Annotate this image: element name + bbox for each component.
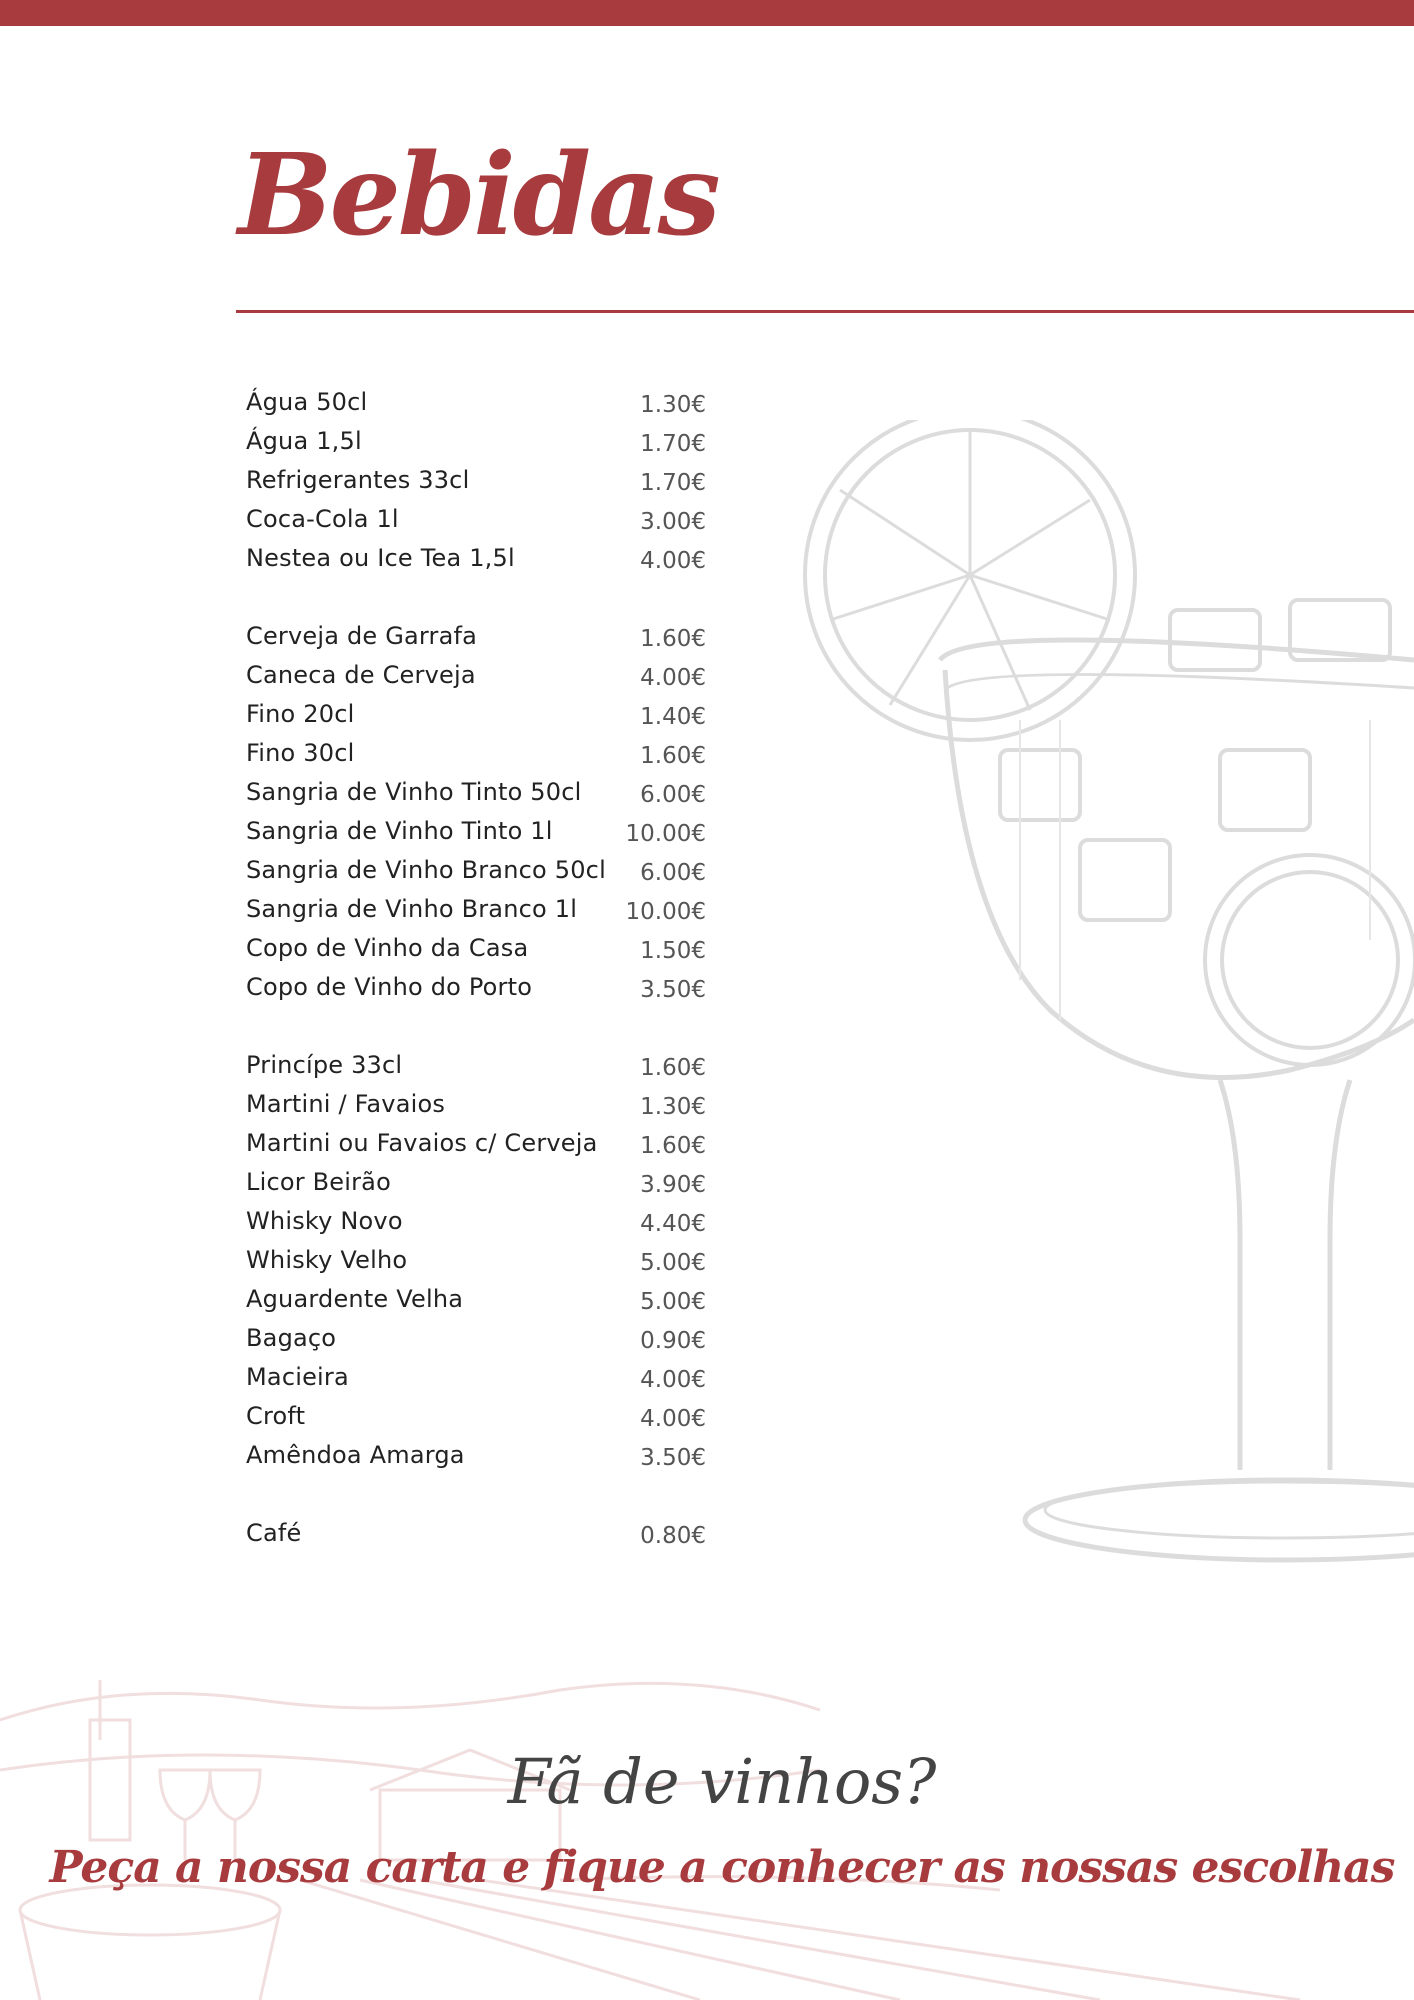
menu-item-row xyxy=(246,778,706,817)
menu-item-price: 1.70€ xyxy=(640,470,706,496)
menu-item-row xyxy=(246,934,706,973)
menu-item-row xyxy=(246,817,706,856)
menu-item-name: Whisky Velho xyxy=(246,1246,408,1274)
menu-item-name: Martini ou Favaios c/ Cerveja xyxy=(246,1129,598,1157)
menu-item-row xyxy=(246,661,706,700)
menu-item-price: 4.00€ xyxy=(640,1406,706,1432)
menu-item-price: 4.00€ xyxy=(640,548,706,574)
vineyard-illustration xyxy=(0,1680,1414,2000)
menu-item-row xyxy=(246,622,706,661)
menu-item-row xyxy=(246,466,706,505)
menu-item-row xyxy=(246,1402,706,1441)
menu-item-name: Macieira xyxy=(246,1363,349,1391)
footer-subtitle: Peça a nossa carta e fique a conhecer as nossas escolhas xyxy=(49,1842,1395,1893)
menu-item-name: Princípe 33cl xyxy=(246,1051,403,1079)
menu-item-price: 1.30€ xyxy=(640,392,706,418)
menu-item-row xyxy=(246,1246,706,1285)
drinks-menu xyxy=(246,388,706,1558)
menu-item-price: 6.00€ xyxy=(640,782,706,808)
menu-item-name: Fino 30cl xyxy=(246,739,355,767)
menu-item-price: 4.00€ xyxy=(640,665,706,691)
menu-item-price: 1.50€ xyxy=(640,938,706,964)
menu-item-price: 1.70€ xyxy=(640,431,706,457)
menu-item-row xyxy=(246,700,706,739)
menu-item-row xyxy=(246,1168,706,1207)
group-spacer xyxy=(246,583,706,622)
menu-item-price: 5.00€ xyxy=(640,1289,706,1315)
menu-item-name: Aguardente Velha xyxy=(246,1285,464,1313)
menu-item-price: 0.90€ xyxy=(640,1328,706,1354)
menu-item-name: Licor Beirão xyxy=(246,1168,391,1196)
menu-item-name: Bagaço xyxy=(246,1324,337,1352)
menu-item-name: Café xyxy=(246,1519,302,1547)
page-title: Bebidas xyxy=(238,130,718,261)
menu-item-price: 1.60€ xyxy=(640,743,706,769)
cocktail-glass-illustration xyxy=(770,420,1414,1605)
menu-item-name: Refrigerantes 33cl xyxy=(246,466,470,494)
group-spacer xyxy=(246,1012,706,1051)
menu-item-row xyxy=(246,1129,706,1168)
title-divider xyxy=(236,310,1414,313)
menu-item-name: Amêndoa Amarga xyxy=(246,1441,465,1469)
menu-item-row xyxy=(246,1519,706,1558)
menu-item-row xyxy=(246,505,706,544)
menu-item-name: Fino 20cl xyxy=(246,700,355,728)
menu-item-price: 1.60€ xyxy=(640,1133,706,1159)
menu-item-price: 3.50€ xyxy=(640,977,706,1003)
menu-item-name: Coca-Cola 1l xyxy=(246,505,399,533)
menu-item-row xyxy=(246,388,706,427)
menu-item-name: Copo de Vinho da Casa xyxy=(246,934,529,962)
menu-item-price: 6.00€ xyxy=(640,860,706,886)
menu-item-price: 4.00€ xyxy=(640,1367,706,1393)
menu-item-price: 3.50€ xyxy=(640,1445,706,1471)
menu-item-name: Copo de Vinho do Porto xyxy=(246,973,533,1001)
menu-item-row xyxy=(246,739,706,778)
menu-item-name: Croft xyxy=(246,1402,306,1430)
menu-item-price: 10.00€ xyxy=(625,821,706,847)
top-accent-bar xyxy=(0,0,1414,26)
menu-item-name: Sangria de Vinho Tinto 1l xyxy=(246,817,553,845)
menu-item-price: 3.90€ xyxy=(640,1172,706,1198)
menu-item-row xyxy=(246,427,706,466)
menu-item-row xyxy=(246,1051,706,1090)
menu-item-row xyxy=(246,856,706,895)
menu-item-price: 1.60€ xyxy=(640,1055,706,1081)
menu-item-name: Whisky Novo xyxy=(246,1207,403,1235)
menu-item-row xyxy=(246,1324,706,1363)
menu-item-name: Sangria de Vinho Branco 50cl xyxy=(246,856,606,884)
menu-item-price: 10.00€ xyxy=(625,899,706,925)
menu-item-price: 1.30€ xyxy=(640,1094,706,1120)
menu-item-row xyxy=(246,1285,706,1324)
menu-item-name: Água 1,5l xyxy=(246,427,362,455)
menu-item-name: Sangria de Vinho Branco 1l xyxy=(246,895,578,923)
menu-item-price: 5.00€ xyxy=(640,1250,706,1276)
group-spacer xyxy=(246,1480,706,1519)
menu-item-name: Água 50cl xyxy=(246,388,368,416)
menu-item-price: 1.40€ xyxy=(640,704,706,730)
menu-item-row xyxy=(246,973,706,1012)
menu-item-name: Sangria de Vinho Tinto 50cl xyxy=(246,778,582,806)
menu-item-price: 1.60€ xyxy=(640,626,706,652)
footer-question: Fã de vinhos? xyxy=(507,1745,937,1818)
menu-item-row xyxy=(246,1363,706,1402)
menu-item-price: 0.80€ xyxy=(640,1523,706,1549)
menu-item-price: 3.00€ xyxy=(640,509,706,535)
menu-item-row xyxy=(246,895,706,934)
menu-item-row xyxy=(246,1441,706,1480)
menu-item-row xyxy=(246,1207,706,1246)
menu-item-row xyxy=(246,544,706,583)
menu-item-row xyxy=(246,1090,706,1129)
menu-item-name: Nestea ou Ice Tea 1,5l xyxy=(246,544,515,572)
menu-item-price: 4.40€ xyxy=(640,1211,706,1237)
menu-item-name: Caneca de Cerveja xyxy=(246,661,476,689)
menu-item-name: Cerveja de Garrafa xyxy=(246,622,478,650)
menu-item-name: Martini / Favaios xyxy=(246,1090,446,1118)
